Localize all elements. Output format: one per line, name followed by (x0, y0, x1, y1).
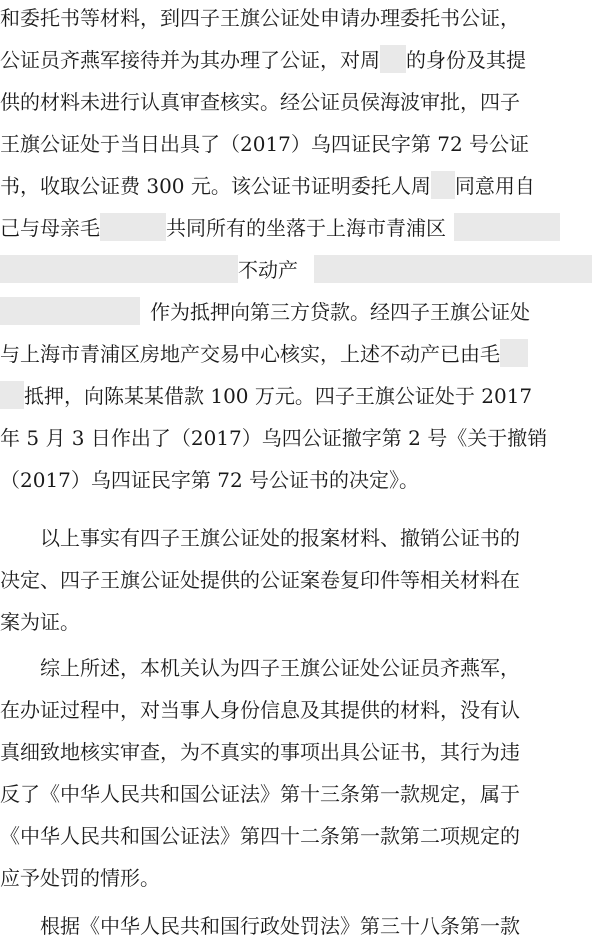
line-text: 反了《中华人民共和国公证法》第十三条第一款规定，属于 (0, 782, 520, 806)
text-line-1 (0, 2, 600, 34)
redacted-block (454, 213, 560, 241)
line-text: 决定、四子王旗公证处提供的公证案卷复印件等相关材料在 (0, 568, 520, 592)
text-line-17 (0, 694, 600, 726)
line-text: 同意用自 (454, 174, 535, 198)
line-text: 根据《中华人民共和国行政处罚法》第三十八条第一款 (40, 914, 520, 938)
text-line-5 (0, 170, 600, 202)
redacted-block (380, 45, 406, 73)
redacted-block (314, 255, 592, 283)
text-line-14 (0, 564, 600, 596)
line-text: 与上海市青浦区房地产交易中心核实，上述不动产已由毛 (0, 342, 500, 366)
text-line-6 (0, 212, 600, 244)
text-line-21 (0, 862, 600, 894)
text-line-18 (0, 736, 600, 768)
line-text: 书，收取公证费 300 元。该公证书证明委托人周 (0, 174, 431, 198)
redacted-block (431, 171, 455, 199)
line-text: 供的材料未进行认真审查核实。经公证员侯海波审批，四子 (0, 90, 520, 114)
text-line-19 (0, 778, 600, 810)
line-text: 不动产 (238, 258, 298, 282)
text-line-16 (40, 652, 600, 684)
line-text: 案为证。 (0, 610, 80, 634)
text-line-15 (0, 606, 600, 638)
line-text: 以上事实有四子王旗公证处的报案材料、撤销公证书的 (40, 526, 520, 550)
line-text: 己与母亲毛 (0, 216, 100, 240)
line-text: （2017）乌四证民字第 72 号公证书的决定》。 (0, 468, 420, 492)
redacted-block (100, 213, 166, 241)
line-text: 《中华人民共和国公证法》第四十二条第一款第二项规定的 (0, 824, 520, 848)
line-text: 作为抵押向第三方贷款。经四子王旗公证处 (150, 300, 530, 324)
text-line-9 (0, 338, 600, 370)
line-text: 真细致地核实审查，为不真实的事项出具公证书，其行为违 (0, 740, 520, 764)
text-line-10 (0, 380, 600, 412)
text-line-11 (0, 422, 600, 454)
text-line-2 (0, 44, 600, 76)
line-text: 王旗公证处于当日出具了（2017）乌四证民字第 72 号公证 (0, 132, 530, 156)
text-line-12 (0, 464, 600, 496)
line-text: 和委托书等材料，到四子王旗公证处申请办理委托书公证， (0, 6, 520, 30)
text-line-20 (0, 820, 600, 852)
text-line-7 (0, 254, 600, 286)
redacted-block (0, 381, 24, 409)
line-text: 抵押，向陈某某借款 100 万元。四子王旗公证处于 2017 (24, 384, 533, 408)
text-line-13 (40, 522, 600, 554)
line-text: 在办证过程中，对当事人身份信息及其提供的材料，没有认 (0, 698, 520, 722)
line-text: 共同所有的坐落于上海市青浦区 (166, 216, 446, 240)
line-text: 年 5 月 3 日作出了（2017）乌四公证撤字第 2 号《关于撤销 (0, 426, 548, 450)
text-line-22 (40, 910, 600, 942)
redacted-block (0, 255, 238, 283)
redacted-block (0, 297, 140, 325)
line-text: 综上所述，本机关认为四子王旗公证处公证员齐燕军， (40, 656, 520, 680)
text-line-8 (0, 296, 600, 328)
redacted-block (500, 339, 528, 367)
line-text: 的身份及其提 (406, 48, 526, 72)
text-line-3 (0, 86, 600, 118)
line-text: 公证员齐燕军接待并为其办理了公证，对周 (0, 48, 380, 72)
line-text: 应予处罚的情形。 (0, 866, 160, 890)
text-line-4 (0, 128, 600, 160)
